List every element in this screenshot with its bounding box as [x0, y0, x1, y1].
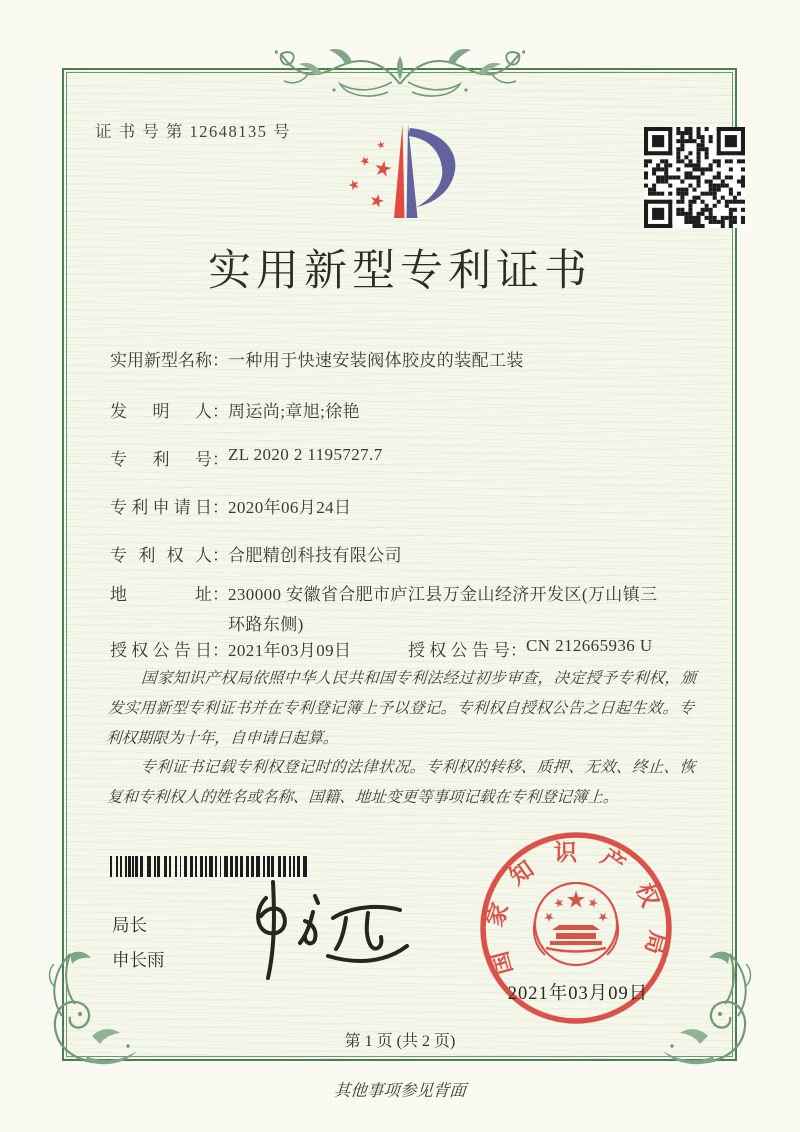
field-colon: ： [212, 546, 229, 565]
legal-paragraph-2: 专利证书记载专利权登记时的法律状况。专利权的转移、质押、无效、终止、恢复和专利权人的姓名或名称、国籍、地址变更等事项记载在专利登记簿上。 [106, 759, 696, 806]
legal-paragraph-1: 国家知识产权局依照中华人民共和国专利法经过初步审查，决定授予专利权，颁发实用新型专利证书并在专利登记簿上予以登记。专利权自授权公告之日起生效。专利权期限为十年，自申请日起算。 [105, 670, 697, 747]
field-label: 授权公告号 [408, 641, 510, 660]
field-colon: ： [212, 641, 229, 660]
seal-date: 2021年03月09日 [507, 984, 649, 1004]
field-label: 实用新型名称 [110, 351, 212, 370]
field-value: 周运尚;章旭;徐艳 [228, 402, 361, 421]
field-label: 专利号 [110, 450, 212, 469]
field-value: ZL 2020 2 1195727.7 [228, 445, 383, 464]
svg-text:国家知识产权局: 国家知识产权局 [481, 840, 671, 978]
field-colon: ： [212, 450, 229, 469]
field-row-grant [110, 636, 692, 661]
field-label: 授权公告日 [110, 641, 212, 660]
field-colon: ： [212, 402, 229, 421]
certificate-number: 证 书 号 第 12648135 号 [95, 122, 292, 141]
signatory-name: 申长雨 [112, 950, 165, 970]
top-border-ornament [275, 40, 525, 100]
field-row-utility-model-name [110, 346, 524, 371]
field-value: 一种用于快速安装阀体胶皮的装配工装 [228, 351, 524, 370]
back-side-note: 其他事项参见背面 [333, 1081, 467, 1100]
field-label: 专利申请日 [110, 498, 212, 517]
grant-number-group [408, 636, 653, 661]
field-value: 合肥精创科技有限公司 [228, 546, 402, 565]
field-colon: ： [212, 351, 229, 370]
field-label: 发明人 [110, 402, 212, 421]
field-row-patentee [110, 541, 402, 566]
field-label: 地址 [110, 585, 212, 604]
barcode-icon [110, 856, 310, 877]
field-label: 专利权人 [110, 546, 212, 565]
field-value: 2020年06月24日 [228, 498, 352, 517]
cnipa-seal-icon [466, 818, 686, 1038]
grant-number-value: CN 212665936 U [526, 636, 653, 655]
signatory-title: 局长 [112, 915, 147, 935]
certificate-title: 实用新型专利证书 [208, 248, 592, 295]
legal-statement [105, 664, 697, 813]
page-number: 第 1 页 (共 2 页) [344, 1033, 456, 1050]
bottom-right-corner-ornament [660, 950, 760, 1068]
field-row-inventors [110, 397, 360, 422]
field-colon: ： [510, 641, 527, 660]
field-value: 230000 安徽省合肥市庐江县万金山经济开发区(万山镇三环路东侧) [228, 585, 658, 634]
bottom-left-corner-ornament [40, 950, 140, 1068]
field-colon: ： [212, 585, 229, 604]
field-colon: ： [212, 498, 229, 517]
signature-icon [218, 876, 413, 984]
field-row-filing-date [110, 493, 351, 518]
field-row-patent-number [110, 445, 383, 470]
field-row-address [110, 580, 664, 640]
qr-code-icon [644, 127, 745, 228]
cnipa-logo-icon [330, 114, 480, 229]
grant-date-value: 2021年03月09日 [228, 641, 352, 660]
